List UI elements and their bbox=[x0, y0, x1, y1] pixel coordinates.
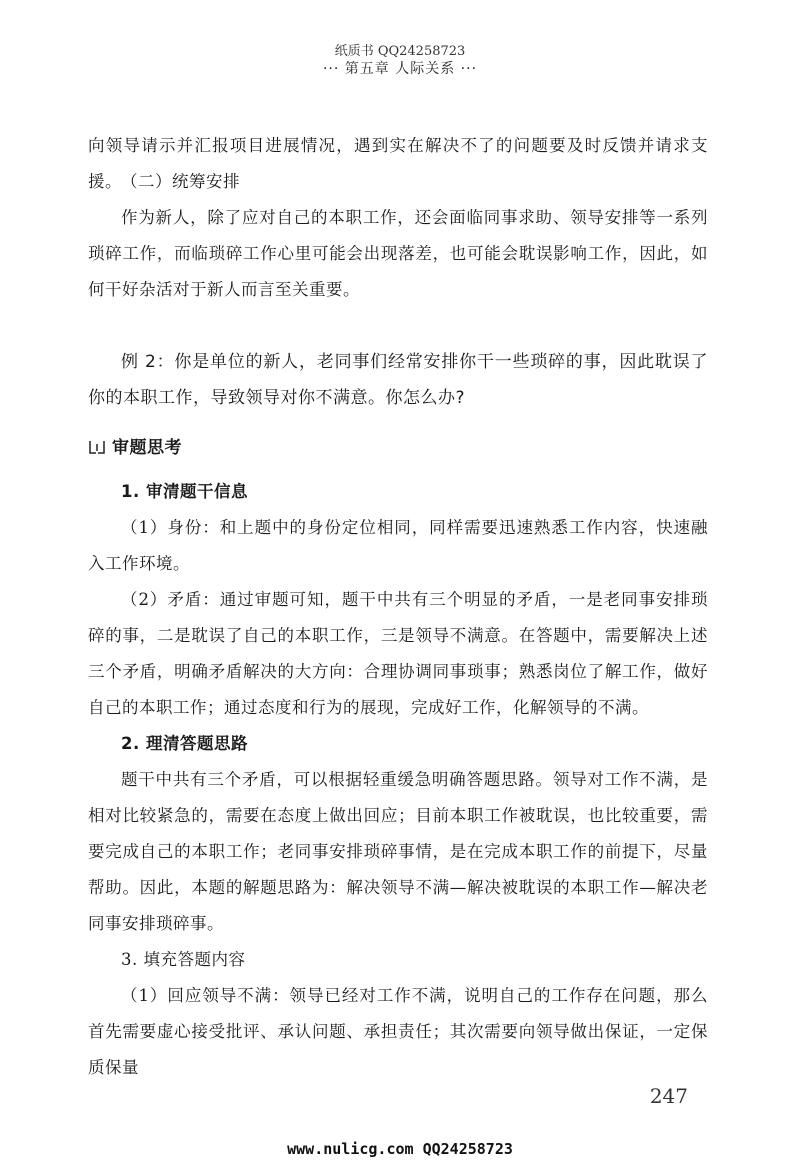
step1-identity: （1）身份：和上题中的身份定位相同，同样需要迅速熟悉工作内容，快速融入工作环境。 bbox=[88, 518, 708, 573]
header-watermark: 纸质书 QQ24258723 bbox=[334, 44, 466, 59]
page-number: 247 bbox=[649, 1084, 688, 1108]
paragraph-continuation: 向领导请示并汇报项目进展情况，遇到实在解决不了的问题要及时反馈并请求支援。 bbox=[88, 136, 708, 191]
subsection-heading: （二）统筹安排 bbox=[121, 172, 240, 191]
section-bracket-icon bbox=[88, 439, 106, 455]
section-title-text: 审题思考 bbox=[112, 438, 182, 458]
chapter-title: ··· 第五章 人际关系 ··· bbox=[322, 61, 478, 77]
footer-watermark: www.nulicg.com QQ24258723 bbox=[287, 1140, 513, 1158]
step-heading-1: 1. 审清题干信息 bbox=[121, 482, 248, 501]
step-heading-2: 2. 理清答题思路 bbox=[121, 734, 248, 753]
paragraph-intro: 作为新人，除了应对自己的本职工作，还会面临同事求助、领导安排等一系列琐碎工作，而临琐碎工作心里可能会出现落差，也可能会耽误影响工作，因此，如何干好杂活对于新人而言至关重要。 bbox=[88, 208, 708, 299]
step1-conflict: （2）矛盾：通过审题可知，题干中共有三个明显的矛盾，一是老同事安排琐碎的事，二是耽误了自己的本职工作，三是领导不满意。在答题中，需要解决上述三个矛盾，明确矛盾解决的大方向：合理协调同事琐事；熟悉岗位了解工作，做好自己的本职工作；通过态度和行为的展现，完成好工作，化解领导的不满。 bbox=[88, 590, 708, 717]
step3-response: （1）回应领导不满：领导已经对工作不满，说明自己的工作存在问题，那么首先需要虚心接受批评、承认问题、承担责任；其次需要向领导做出保证，一定保质保量 bbox=[88, 986, 708, 1077]
section-title bbox=[88, 430, 708, 466]
example-question: 例 2：你是单位的新人，老同事们经常安排你干一些琐碎的事，因此耽误了你的本职工作，导致领导对你不满意。你怎么办? bbox=[88, 352, 708, 408]
step2-reasoning: 题干中共有三个矛盾，可以根据轻重缓急明确答题思路。领导对工作不满，是相对比较紧急的，需要在态度上做出回应；目前本职工作被耽误，也比较重要，需要完成自己的本职工作；老同事安排琐碎事情，是在完成本职工作的前提下，尽量帮助。因此，本题的解题思路为：解决领导不满—解决被耽误的本职工作—解决老同事安排琐碎事。 bbox=[88, 770, 708, 933]
step-heading-3: 3. 填充答题内容 bbox=[121, 950, 246, 969]
